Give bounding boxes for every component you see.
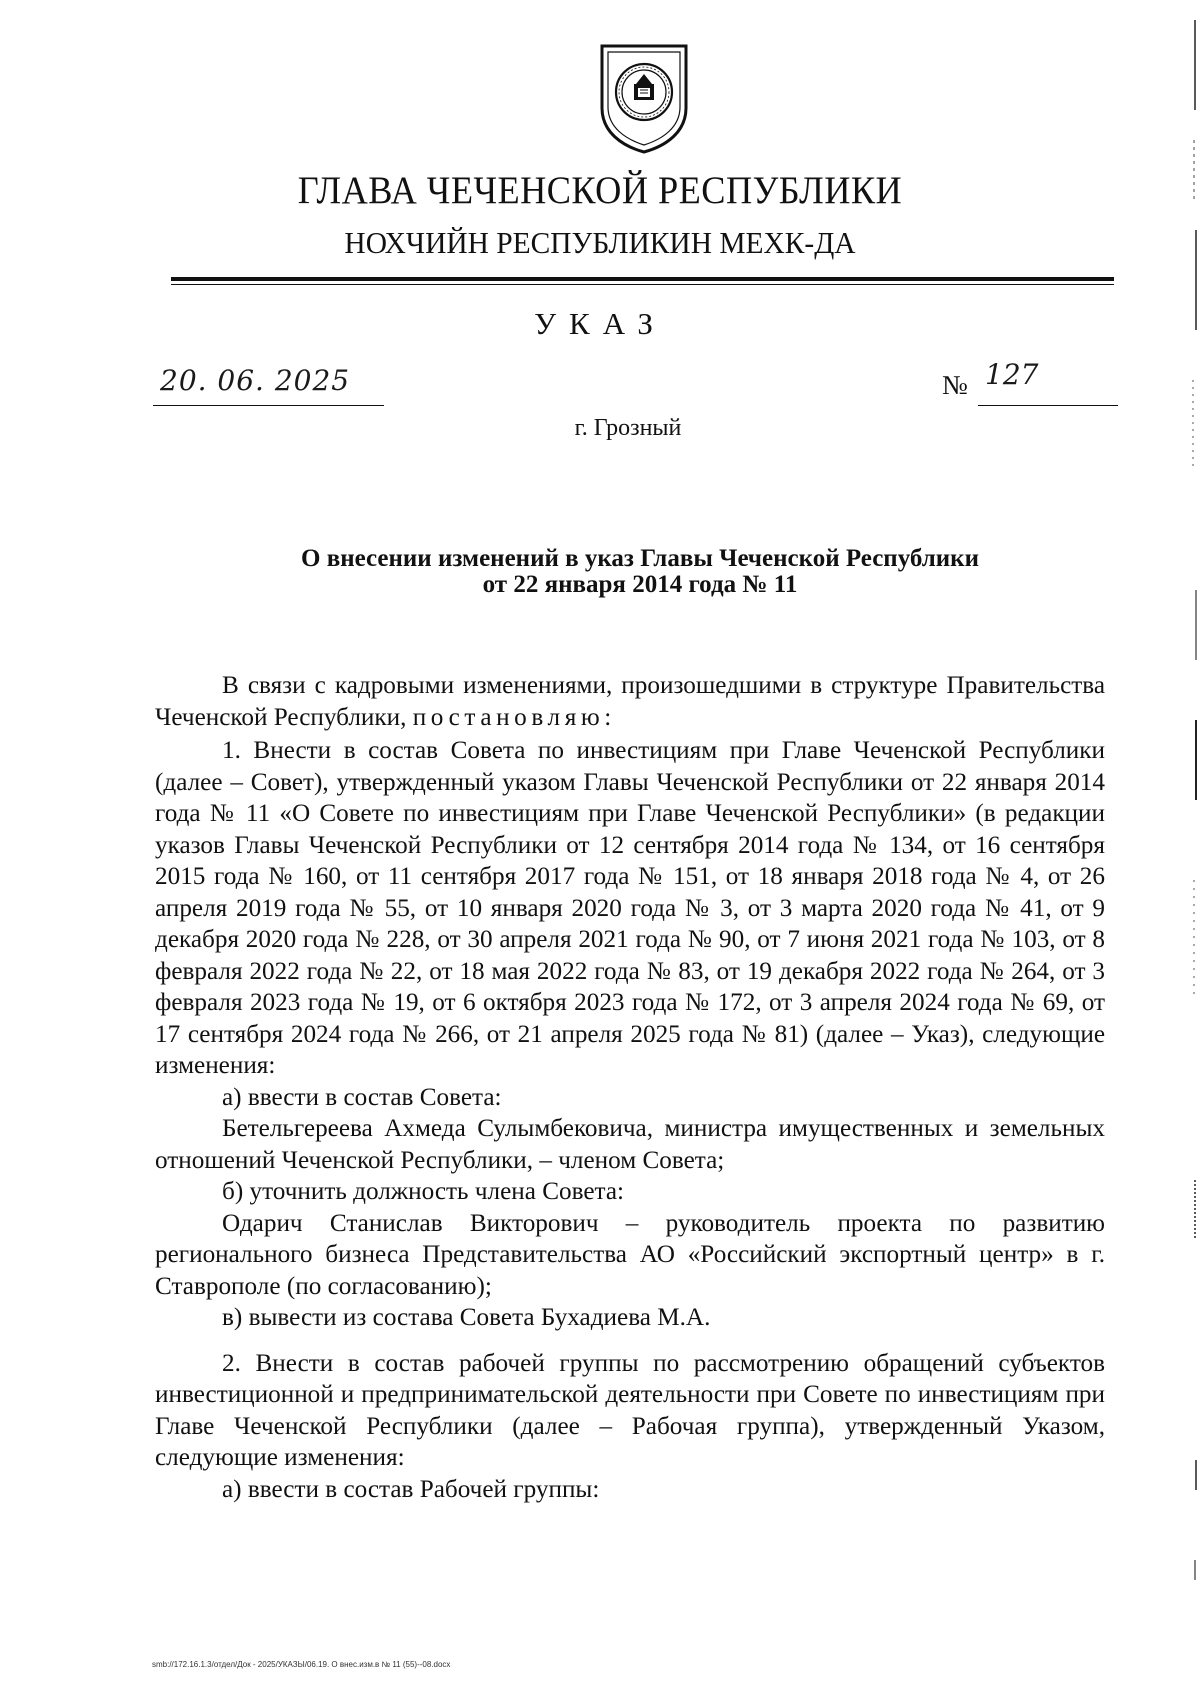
coat-of-arms-emblem (596, 40, 692, 156)
decree-date-handwritten: 20. 06. 2025 (160, 364, 351, 397)
decree-title-line-1: О внесении изменений в указ Главы Чеченской Республики (301, 545, 979, 572)
decree-title (200, 546, 1080, 598)
header-rule-thick (171, 277, 1114, 281)
paragraph-2: 2. Внести в состав рабочей группы по рассмотрению обращений субъектов инвестиционной и предпринимательской деятельности при Совете по инвестициям при Главе Чеченской Республики (далее – Рабочая группа), утвержденный Указом, следующие изменения: (155, 1349, 1105, 1471)
document-type: УКАЗ (534, 306, 666, 341)
paragraph-1b-member: Одарич Станислав Викторович – руководитель проекта по развитию регионального бизнеса Представительства АО «Российский экспортный центр» в г. Ставрополе (по согласованию); (155, 1209, 1105, 1300)
number-label: № (942, 370, 968, 400)
paragraph-2a: а) ввести в состав Рабочей группы: (222, 1475, 600, 1503)
paragraph-1a-member: Бетельгереева Ахмеда Сулымбековича, министра имущественных и земельных отношений Чеченской Республики, – членом Совета; (155, 1115, 1105, 1174)
decree-body (155, 670, 1105, 1505)
paragraph-1: 1. Внести в состав Совета по инвестициям при Главе Чеченской Республики (далее – Совет), утвержденный указом Главы Чеченской Республики от 22 января 2014 года № 11 «О Совете по инвестициям при Главе Чеченской Республики» (в редакции указов Главы Чеченской Республики от 12 сентября 2014 года № 134, от 16 сентября 2015 года № 160, от 11 сентября 2017 года № 151, от 18 января 2018 года № 4, от 26 апреля 2019 года № 55, от 10 января 2020 года № 3, от 3 марта 2020 года № 41, от 9 декабря 2020 года № 228, от 30 апреля 2021 года № 90, от 7 июня 2021 года № 103, от 8 февраля 2022 года № 22, от 18 мая 2022 года № 83, от 19 декабря 2022 года № 264, от 3 февраля 2023 года № 19, от 6 октября 2023 года № 172, от 3 апреля 2024 года № 69, от 17 сентября 2024 года № 266, от 21 апреля 2025 года № 81) (далее – Указ), следующие изменения: (155, 737, 1105, 1079)
paragraph-1a: а) ввести в состав Совета: (222, 1083, 502, 1111)
header-rule-thin (171, 284, 1114, 285)
scan-edge-marks (1182, 0, 1200, 1695)
decree-number-handwritten: 127 (985, 358, 1039, 391)
paragraph-1c: в) вывести из состава Совета Бухадиева М.А. (222, 1304, 711, 1331)
paragraph-1b: б) уточнить должность члена Совета: (222, 1178, 625, 1205)
issuer-title-chechen: НОХЧИЙН РЕСПУБЛИКИН МЕХК-ДА (344, 225, 856, 260)
number-underline (978, 405, 1118, 406)
decree-title-line-2: от 22 января 2014 года № 11 (482, 571, 798, 598)
city: г. Грозный (574, 415, 682, 441)
issuer-title: ГЛАВА ЧЕЧЕНСКОЙ РЕСПУБЛИКИ (297, 169, 903, 212)
preamble-text: В связи с кадровыми изменениями, произошедшими в структуре Правительства Чеченской Республики, (155, 672, 1105, 731)
preamble-paragraph (155, 670, 1105, 733)
preamble-resolve-word: постановляю: (412, 703, 616, 731)
date-underline (153, 405, 384, 406)
file-path-footer: smb://172.16.1.3/отдел/Док - 2025/УКАЗЫ/06.19. О внес.изм.в № 11 (55)--08.docx (152, 1660, 451, 1669)
